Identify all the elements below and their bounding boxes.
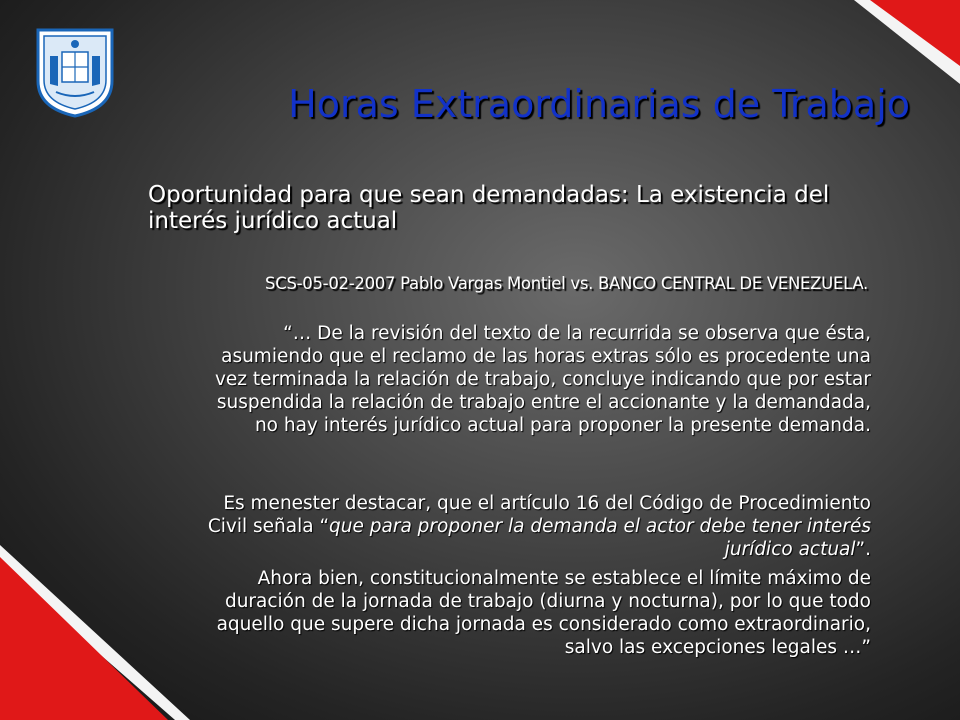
bottom-left-stripe	[0, 545, 190, 720]
slide-subtitle: Oportunidad para que sean demandadas: La existencia del interés jurídico actual	[148, 182, 830, 234]
quote-paragraph-1: “… De la revisión del texto de la recurrida se observa que ésta, asumiendo que el reclamo de las horas extras sólo es procedente una vez terminada la relación de trabajo, concluye indicando que por estar suspendida la relación de trabajo entre el accionante y la demandada, no hay interés jurídico actual para proponer la presente demanda.	[214, 323, 871, 436]
quote-paragraph-3: Ahora bien, constitucionalmente se establece el límite máximo de duración de la jornada de trabajo (diurna y nocturna), por lo que todo aquello que supere dicha jornada es considerado como extraordinario, salvo las excepciones legales …”	[216, 568, 871, 658]
quote-paragraph-2-end: ”.	[855, 539, 871, 560]
slide-title: Horas Extraordinarias de Trabajo	[288, 82, 910, 126]
university-seal-logo	[34, 26, 116, 118]
quote-paragraph-2	[196, 492, 871, 561]
quote-paragraph-2-start: Es menester destacar, que el artículo 16 del Código de Procedimiento Civil señala “	[207, 493, 871, 537]
quote-paragraph-2-italic: que para proponer la demanda el actor debe tener interés jurídico actual	[329, 516, 871, 560]
case-citation: SCS-05-02-2007 Pablo Vargas Montiel vs. BANCO CENTRAL DE VENEZUELA.	[265, 274, 868, 293]
